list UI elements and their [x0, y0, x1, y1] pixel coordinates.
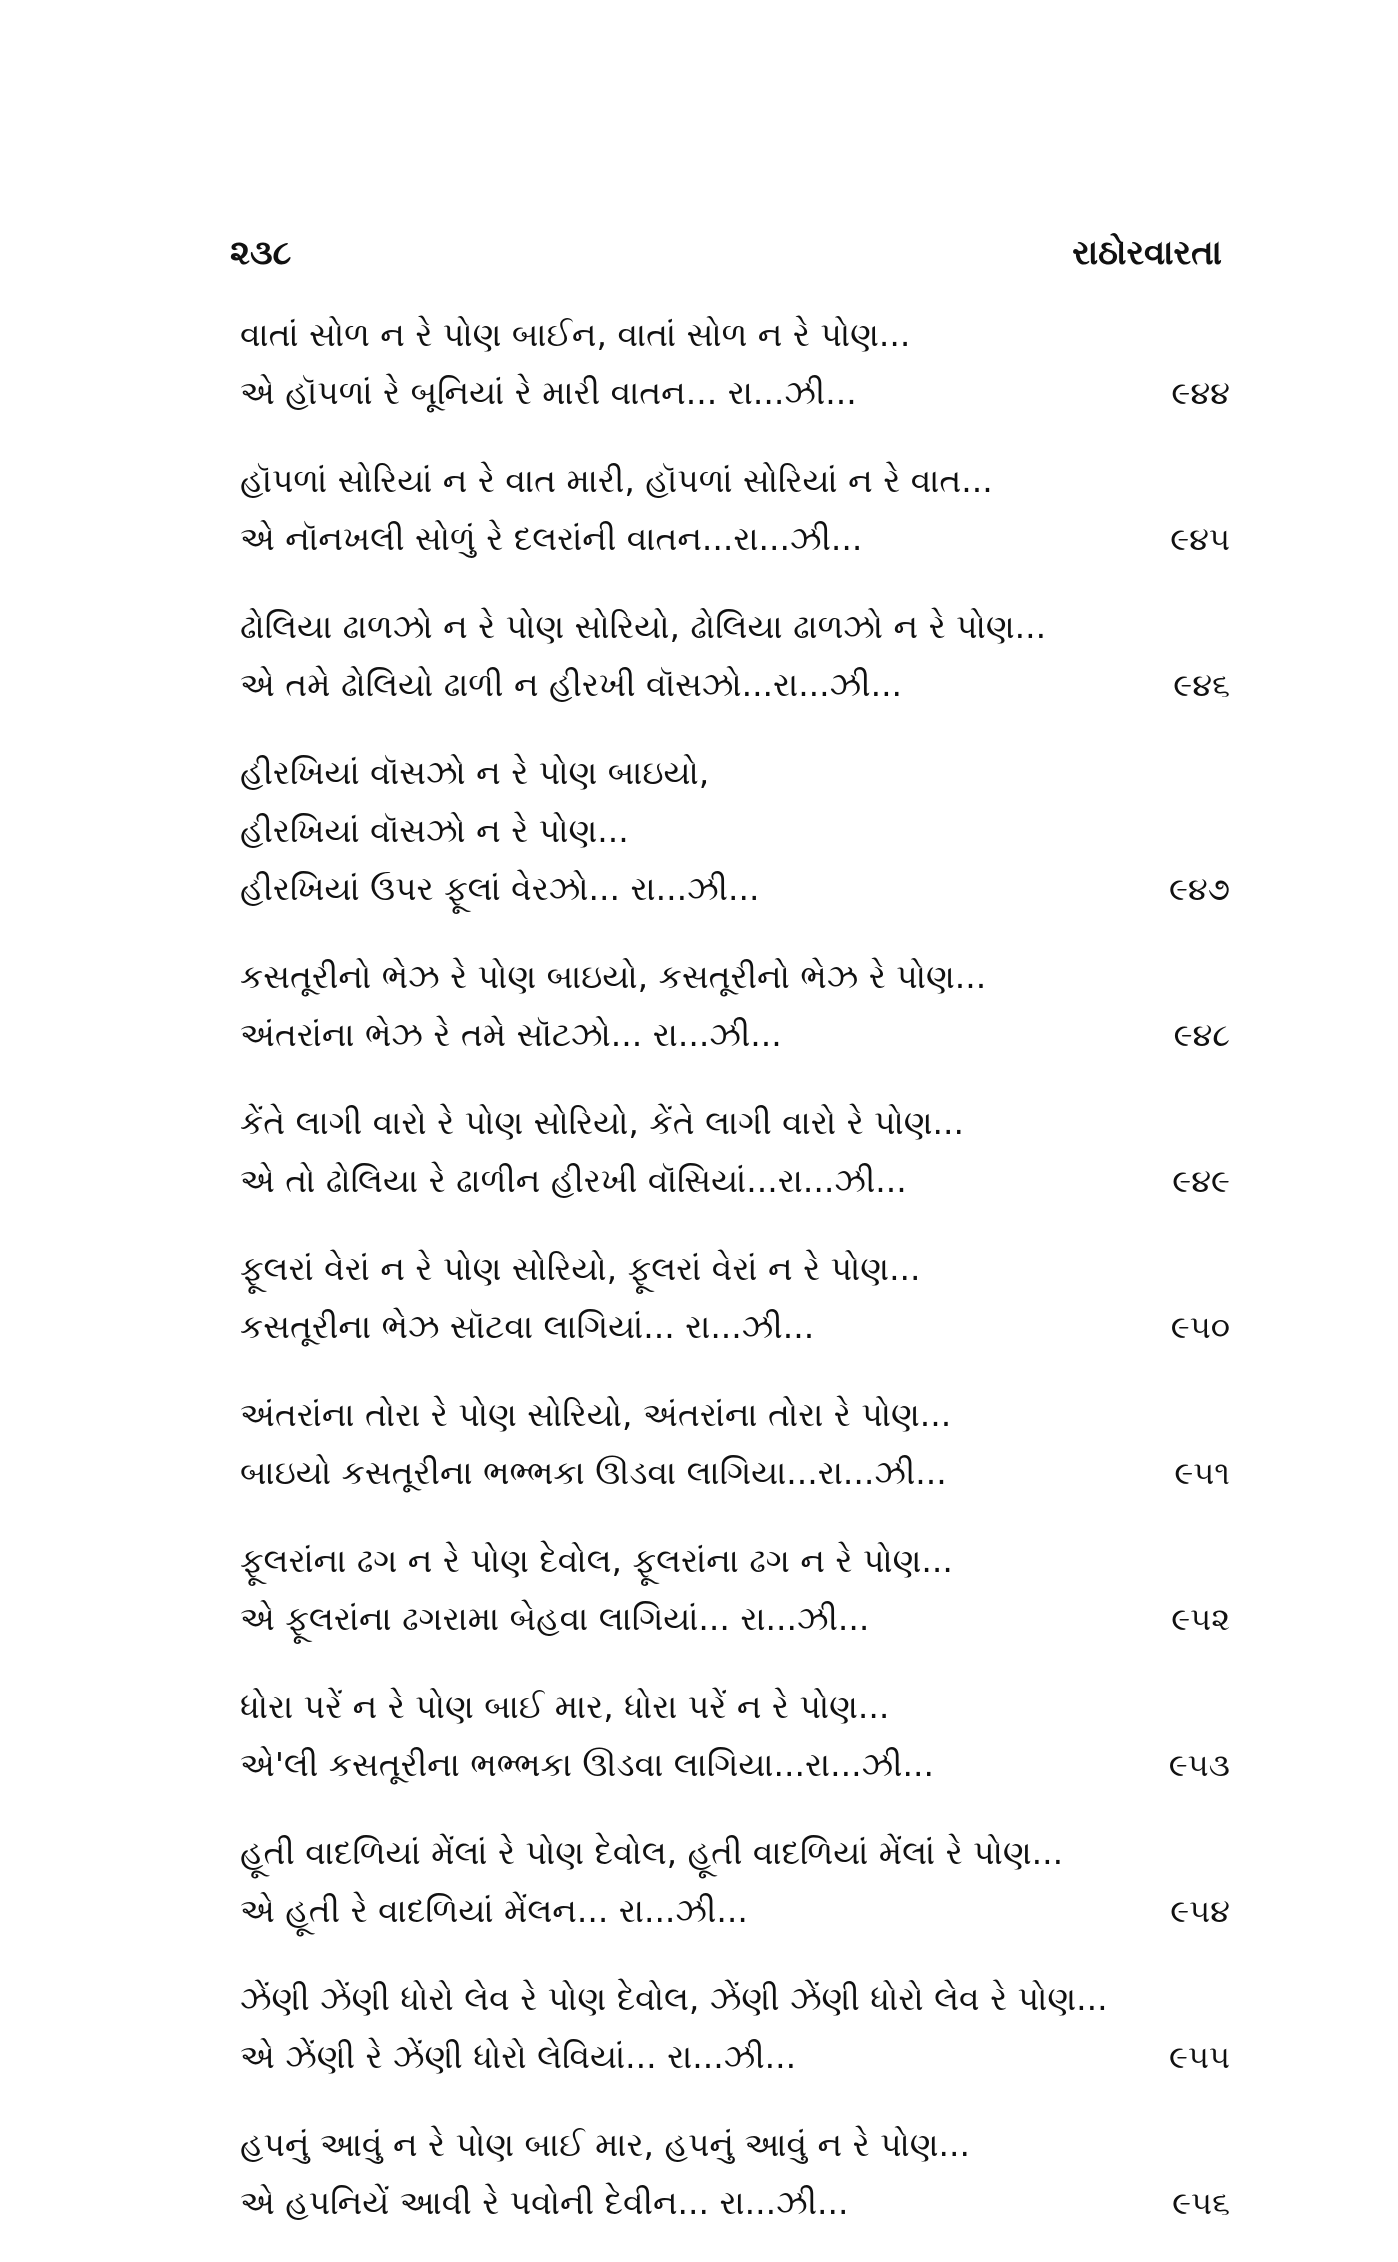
verse-line [240, 1970, 1230, 2028]
verse-text: એ હપનિયેં આવી રે પવોની દેવીન... રા...ઝી... [240, 2183, 849, 2222]
verse-text: ફૂલરાં વેરાં ન રે પોણ સોરિયો, ફૂલરાં વેરાં ન રે પોણ... [240, 1249, 921, 1288]
book-title: રાઠોરવારતા [1072, 233, 1222, 273]
verse-line [240, 1444, 1230, 1502]
verse-line [240, 1094, 1230, 1152]
verse-stanza [240, 598, 1230, 714]
verse-text: હપનું આવું ન રે પોણ બાઈ માર, હપનું આવું ન રે પોણ... [240, 2125, 971, 2164]
verse-line [240, 1736, 1230, 1794]
verse-text: ફૂલરાંના ઢગ ન રે પોણ દેવોલ, ફૂલરાંના ઢગ ન રે પોણ... [240, 1541, 953, 1580]
verse-number: ૯૫૫ [1169, 2038, 1230, 2076]
verse-text: કસતૂરીનો ભેઝ રે પોણ બાઇયો, કસતૂરીનો ભેઝ રે પોણ... [240, 957, 987, 996]
verse-number: ૯૫૩ [1168, 1746, 1230, 1784]
verse-line [240, 1532, 1230, 1590]
verse-line [240, 1824, 1230, 1882]
verse-line [240, 802, 1230, 860]
verse-text: એ ફૂલરાંના ઢગરામા બેહવા લાગિયાં... રા...ઝી... [240, 1599, 870, 1638]
verse-stanza [240, 1094, 1230, 1210]
verse-text: કસતૂરીના ભેઝ સૉટવા લાગિયાં... રા...ઝી... [240, 1307, 815, 1346]
verse-number: ૯૪૭ [1168, 870, 1230, 908]
verse-line [240, 452, 1230, 510]
verse-number: ૯૪૮ [1173, 1016, 1230, 1054]
verse-text: એ નૉનખલી સોળું રે દલરાંની વાતન...રા...ઝી... [240, 519, 863, 558]
verse-line [240, 1882, 1230, 1940]
verse-stanza [240, 452, 1230, 568]
verse-stanza [240, 306, 1230, 422]
verse-stanza [240, 744, 1230, 918]
verse-text: અંતરાંના ભેઝ રે તમે સૉટઝો... રા...ઝી... [240, 1015, 782, 1054]
verse-line [240, 364, 1230, 422]
verse-text: એ હૂતી રે વાદળિયાં મેંલન... રા...ઝી... [240, 1891, 748, 1930]
verse-text: એ તમે ઢોલિયો ઢાળી ન હીરખી વૉસઝો...રા...ઝી... [240, 665, 903, 704]
verse-text: હીરખિયાં વૉસઝો ન રે પોણ... [240, 811, 629, 850]
verse-text: ધોરા પરેં ન રે પોણ બાઈ માર, ધોરા પરેં ન રે પોણ... [240, 1687, 890, 1726]
verse-stanza [240, 1532, 1230, 1648]
verse-text: હૉપળાં સોરિયાં ન રે વાત મારી, હૉપળાં સોરિયાં ન રે વાત... [240, 461, 993, 500]
verse-stanza [240, 1824, 1230, 1940]
verse-text: વાતાં સોળ ન રે પોણ બાઈન, વાતાં સોળ ન રે પોણ... [240, 315, 911, 354]
verse-number: ૯૫૦ [1170, 1308, 1230, 1346]
verse-text: ઢોલિયા ઢાળઝો ન રે પોણ સોરિયો, ઢોલિયા ઢાળઝો ન રે પોણ... [240, 607, 1047, 646]
verse-number: ૯૪૫ [1170, 520, 1230, 558]
verse-line [240, 656, 1230, 714]
verse-line [240, 860, 1230, 918]
verse-stanza [240, 2116, 1230, 2232]
verse-line [240, 510, 1230, 568]
verse-line [240, 2174, 1230, 2232]
verse-number: ૯૪૬ [1173, 666, 1230, 704]
verse-text: કેંતે લાગી વારો રે પોણ સોરિયો, કેંતે લાગી વારો રે પોણ... [240, 1103, 965, 1142]
verse-text: અંતરાંના તોરા રે પોણ સોરિયો, અંતરાંના તોરા રે પોણ... [240, 1395, 952, 1434]
verse-text: હીરખિયાં વૉસઝો ન રે પોણ બાઇયો, [240, 753, 710, 792]
verse-text: એ'લી કસતૂરીના ભભ્ભકા ઊડવા લાગિયા...રા...ઝી... [240, 1745, 934, 1784]
verse-stanza [240, 1678, 1230, 1794]
verse-text: એ હૉપળાં રે બૂનિયાં રે મારી વાતન... રા...ઝી... [240, 373, 857, 412]
verse-number: ૯૫૬ [1172, 2184, 1230, 2222]
verse-line [240, 1006, 1230, 1064]
verse-number: ૯૪૪ [1171, 374, 1230, 412]
verse-line [240, 306, 1230, 364]
verse-line [240, 1590, 1230, 1648]
verse-line [240, 598, 1230, 656]
page-number: ૨૩૮ [230, 233, 292, 273]
verse-line [240, 1152, 1230, 1210]
verse-stanza [240, 1970, 1230, 2086]
verse-number: ૯૫૪ [1170, 1892, 1230, 1930]
verse-stanza [240, 1240, 1230, 1356]
verse-number: ૯૫૧ [1174, 1454, 1230, 1492]
verse-line [240, 1298, 1230, 1356]
verse-line [240, 948, 1230, 1006]
verse-text: એ તો ઢોલિયા રે ઢાળીન હીરખી વૉસિયાં...રા...ઝી... [240, 1161, 907, 1200]
verse-line [240, 1678, 1230, 1736]
verse-line [240, 2116, 1230, 2174]
verse-text: એ ઝેંણી રે ઝેંણી ધોરો લેવિયાં... રા...ઝી... [240, 2037, 797, 2076]
verse-number: ૯૫૨ [1171, 1600, 1230, 1638]
verse-list [240, 306, 1230, 2262]
verse-line [240, 744, 1230, 802]
verse-text: હીરખિયાં ઉપર ફૂલાં વેરઝો... રા...ઝી... [240, 869, 760, 908]
verse-text: ઝેંણી ઝેંણી ધોરો લેવ રે પોણ દેવોલ, ઝેંણી ઝેંણી ધોરો લેવ રે પોણ... [240, 1979, 1108, 2018]
verse-line [240, 1386, 1230, 1444]
verse-line [240, 1240, 1230, 1298]
running-header [230, 228, 1222, 278]
verse-text: બાઇયો કસતૂરીના ભભ્ભકા ઊડવા લાગિયા...રા...ઝી... [240, 1453, 947, 1492]
verse-text: હૂતી વાદળિયાં મેંલાં રે પોણ દેવોલ, હૂતી વાદળિયાં મેંલાં રે પોણ... [240, 1833, 1064, 1872]
verse-number: ૯૪૯ [1172, 1162, 1230, 1200]
verse-stanza [240, 948, 1230, 1064]
verse-line [240, 2028, 1230, 2086]
verse-stanza [240, 1386, 1230, 1502]
